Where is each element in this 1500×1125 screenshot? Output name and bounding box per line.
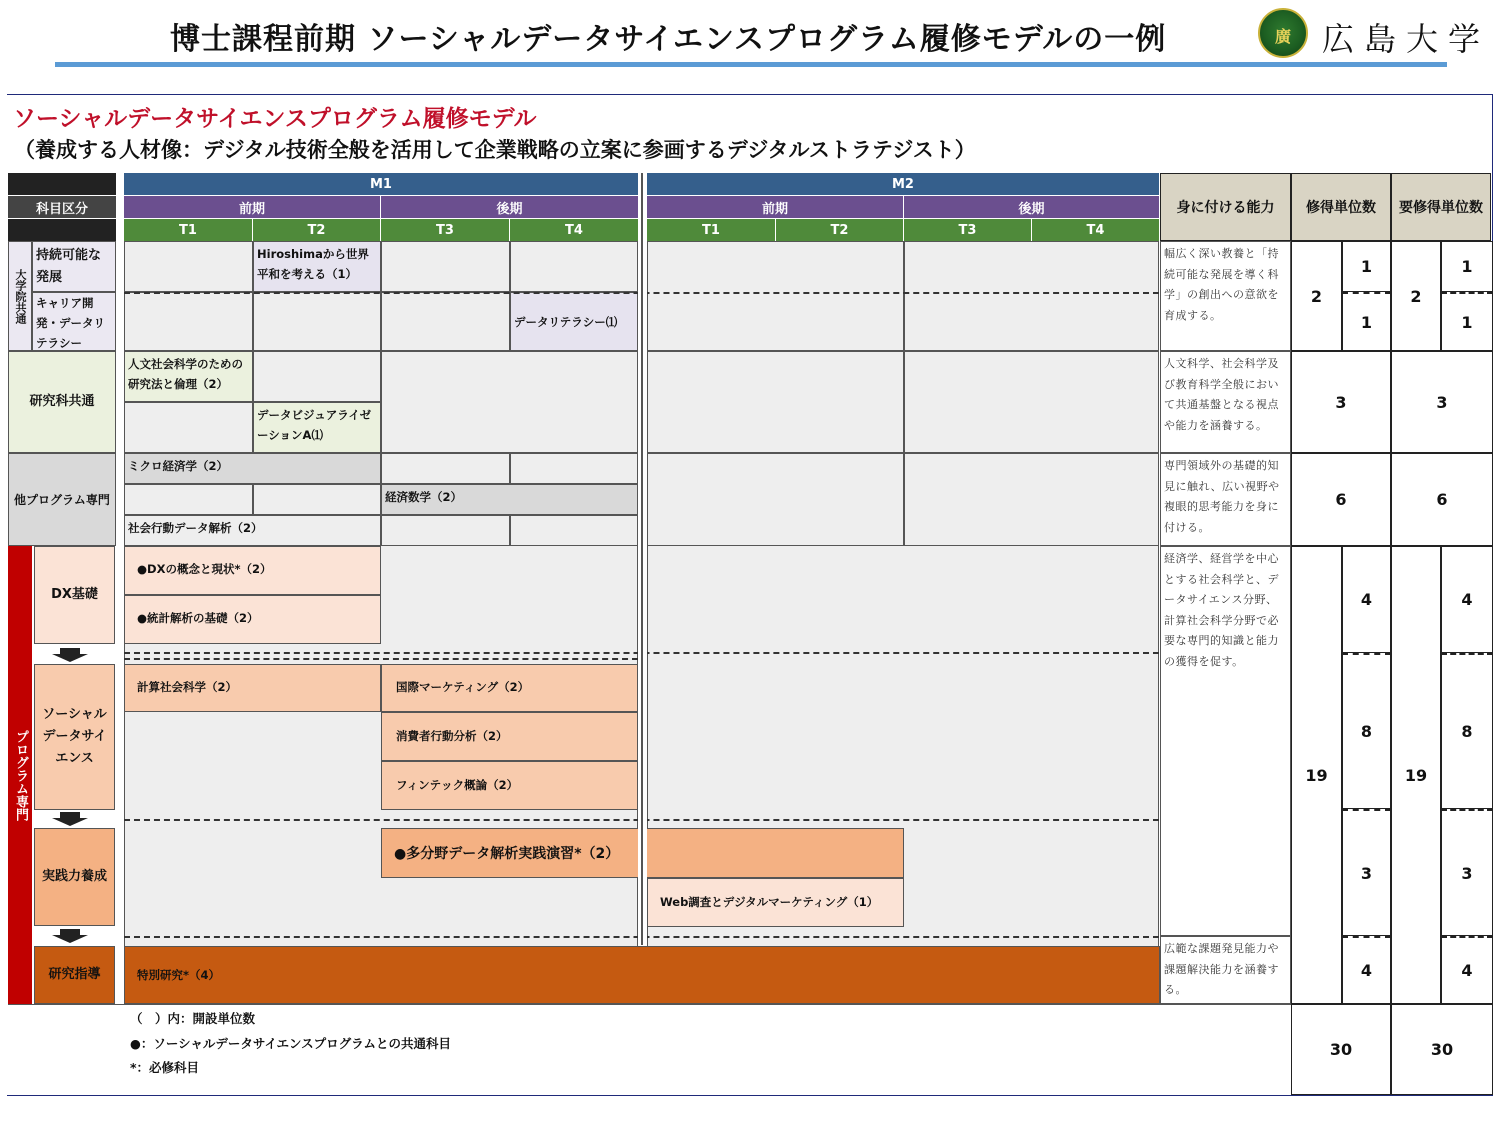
empty-cell <box>381 453 510 484</box>
course-data-literacy: データリテラシー⑴ <box>510 292 638 351</box>
empty-cell <box>904 453 1159 546</box>
empty-cell <box>510 241 638 292</box>
ability-research: 広範な課題発見能力や課題解決能力を涵養する。 <box>1160 936 1291 1004</box>
credits-taken-dx: 4 <box>1342 546 1391 653</box>
course-statistics-basics: ●統計解析の基礎（2） <box>124 595 381 644</box>
course-hiroshima-peace: Hiroshimaから世界平和を考える（1） <box>253 241 381 292</box>
credits-taken-practical: 3 <box>1342 809 1391 936</box>
empty-cell <box>124 292 253 351</box>
empty-cell <box>647 453 904 546</box>
term-m2-t4: T4 <box>1032 219 1159 241</box>
year-m2: M2 <box>647 173 1159 195</box>
year-divider <box>641 173 643 945</box>
empty-cell <box>381 515 510 546</box>
year-m1: M1 <box>124 173 638 195</box>
university-logo-icon: 廣 <box>1258 8 1308 58</box>
semester-m2-first: 前期 <box>647 196 903 218</box>
category-social-data-science: ソーシャルデータサイエンス <box>34 664 115 810</box>
credits-required-dx: 4 <box>1441 546 1493 653</box>
empty-cell <box>124 402 253 453</box>
header-credits-required: 要修得単位数 <box>1391 173 1491 241</box>
course-social-behavior-data: 社会行動データ解析（2） <box>124 515 381 546</box>
dashed-separator <box>124 658 638 660</box>
term-m1-t1: T1 <box>124 219 252 241</box>
course-special-research: 特別研究*（4） <box>124 946 1160 1004</box>
down-arrow-icon <box>52 648 88 662</box>
credits-taken-sustainable: 1 <box>1342 241 1391 292</box>
term-m2-t3: T3 <box>904 219 1031 241</box>
page-title: 博士課程前期 ソーシャルデータサイエンスプログラム履修モデルの一例 <box>170 22 1167 57</box>
credits-taken-other: 6 <box>1291 453 1391 546</box>
credits-required-program-total: 19 <box>1391 546 1441 1004</box>
header-ability: 身に付ける能力 <box>1160 173 1291 241</box>
credits-taken-grand-total: 30 <box>1291 1004 1391 1095</box>
empty-cell <box>124 484 253 515</box>
course-data-visualization: データビジュアライゼーションA⑴ <box>253 402 381 453</box>
empty-cell <box>253 351 381 402</box>
credits-required-sds: 8 <box>1441 653 1493 809</box>
empty-cell <box>904 241 1159 351</box>
legend-bullet: ●：ソーシャルデータサイエンスプログラムとの共通科目 <box>130 1036 452 1051</box>
ability-program-specialty: 経済学、経営学を中心とする社会科学と、データサイエンス分野、計算社会科学分野で必要な専門的知識と能力の獲得を促す。 <box>1160 546 1291 936</box>
category-graduate-common: 大学院共通 <box>8 241 32 351</box>
empty-cell <box>510 453 638 484</box>
ability-graduate-common: 幅広く深い教養と「持続可能な発展を導く科学」の創出への意欲を育成する。 <box>1160 241 1291 351</box>
empty-cell <box>253 484 381 515</box>
course-research-methods: 人文社会科学のための研究法と倫理（2） <box>124 351 253 402</box>
course-micro-economics: ミクロ経済学（2） <box>124 453 381 484</box>
credits-taken-program-total: 19 <box>1291 546 1342 1004</box>
empty-cell <box>510 515 638 546</box>
course-fintech: フィンテック概論（2） <box>381 761 638 810</box>
term-m2-t1: T1 <box>647 219 775 241</box>
semester-m1-first: 前期 <box>124 196 380 218</box>
category-graduate-school-common: 研究科共通 <box>8 351 116 453</box>
ability-other-program: 専門領域外の基礎的知見に触れ、広い視野や複眼的思考能力を身に付ける。 <box>1160 453 1291 546</box>
down-arrow-icon <box>52 929 88 943</box>
course-dx-concept: ●DXの概念と現状*（2） <box>124 546 381 595</box>
category-other-program: 他プログラム専門 <box>8 453 116 546</box>
empty-cell <box>381 351 638 453</box>
course-economic-math: 経済数学（2） <box>381 484 638 515</box>
category-dx-basics: DX基礎 <box>34 546 115 644</box>
header-category: 科目区分 <box>8 196 116 218</box>
credits-required-grand-total: 30 <box>1391 1004 1493 1095</box>
category-program-specialty: プログラム専門 <box>8 546 32 1004</box>
empty-cell <box>381 241 510 292</box>
credits-taken-sds: 8 <box>1342 653 1391 809</box>
credits-required-practical: 3 <box>1441 809 1493 936</box>
section-heading: ソーシャルデータサイエンスプログラム履修モデル <box>13 106 537 132</box>
legend-asterisk: *：必修科目 <box>130 1060 200 1075</box>
credits-required-sustainable: 1 <box>1441 241 1493 292</box>
credits-required-other: 6 <box>1391 453 1493 546</box>
credits-taken-career: 1 <box>1342 292 1391 351</box>
empty-cell <box>381 292 510 351</box>
term-m1-t2: T2 <box>253 219 380 241</box>
credits-required-research: 4 <box>1441 936 1493 1004</box>
ability-graduate-school-common: 人文科学、社会科学及び教育科学全般において共通基盤となる視点や能力を涵養する。 <box>1160 351 1291 453</box>
empty-cell <box>904 351 1159 453</box>
empty-cell <box>253 292 381 351</box>
section-subheading: （養成する人材像：デジタル技術全般を活用して企業戦略の立案に参画するデジタルストラテジスト） <box>14 138 976 162</box>
category-sustainable: 持続可能な発展 <box>32 241 116 292</box>
legend-parentheses: （ ）内：開設単位数 <box>130 1011 256 1026</box>
term-m1-t4: T4 <box>510 219 638 241</box>
down-arrow-icon <box>52 812 88 826</box>
table-bottom-line <box>8 1004 1291 1005</box>
term-m1-t3: T3 <box>381 219 509 241</box>
empty-cell <box>647 241 904 351</box>
empty-cell <box>124 241 253 292</box>
header-black-top <box>8 173 116 195</box>
credits-taken-research: 4 <box>1342 936 1391 1004</box>
term-m2-t2: T2 <box>776 219 903 241</box>
header-credits-taken: 修得単位数 <box>1291 173 1391 241</box>
empty-cell <box>647 351 904 453</box>
credits-taken-common-total: 2 <box>1291 241 1342 351</box>
course-web-survey-digital-marketing: Web調査とデジタルマーケティング（1） <box>647 878 904 927</box>
university-name: 広島大学 <box>1322 20 1491 58</box>
category-career: キャリア開発・データリテラシー <box>32 292 116 351</box>
category-research-guidance: 研究指導 <box>34 946 115 1004</box>
course-international-marketing: 国際マーケティング（2） <box>381 664 638 712</box>
semester-m2-second: 後期 <box>904 196 1159 218</box>
credits-taken-school: 3 <box>1291 351 1391 453</box>
course-computational-social-science: 計算社会科学（2） <box>124 664 381 712</box>
course-multi-field-data-analysis: ●多分野データ解析実践演習*（2） <box>381 828 904 878</box>
credits-required-career: 1 <box>1441 292 1493 351</box>
semester-m1-second: 後期 <box>381 196 638 218</box>
course-consumer-behavior: 消費者行動分析（2） <box>381 712 638 761</box>
header-black-bottom <box>8 219 116 241</box>
category-practical-training: 実践力養成 <box>34 828 115 926</box>
credits-required-school: 3 <box>1391 351 1493 453</box>
credits-required-common-total: 2 <box>1391 241 1441 351</box>
title-underline <box>55 62 1447 67</box>
